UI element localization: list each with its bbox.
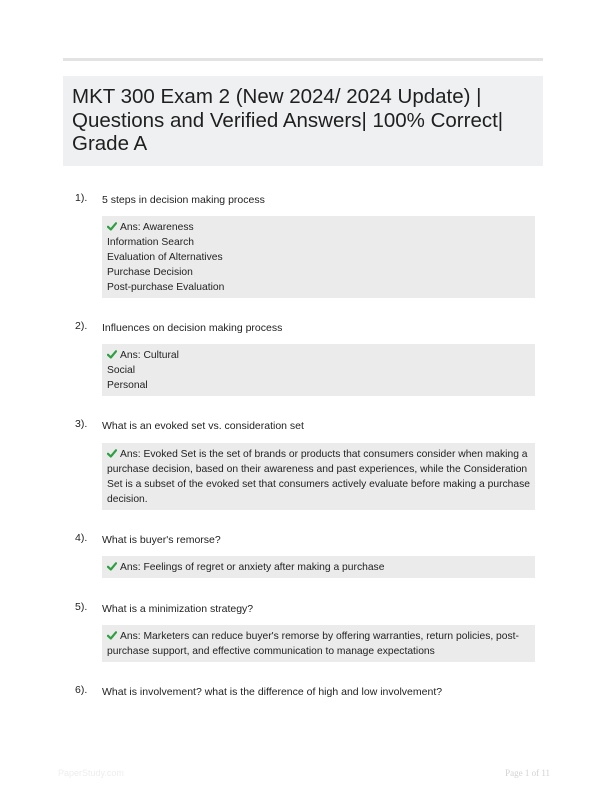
answer-text: Ans: Feelings of regret or anxiety after making a purchase [120,562,385,573]
answer-line: Purchase Decision [107,267,193,278]
question-text: 5 steps in decision making process [102,194,265,206]
answer-text: Ans: Evoked Set is the set of brands or products that consumers consider when making a purchase decision, based on their awareness and past experiences, while the Consideration Set is a subset of the evoked set that consumers actively evaluate before making a purchase decision. [107,449,530,505]
question-item [75,683,543,699]
question-item [75,600,543,657]
question-text: What is involvement? what is the difference of high and low involvement? [102,686,443,698]
answer-line: Social [107,365,136,376]
question-header [75,531,543,547]
question-item [75,191,543,293]
check-icon [107,222,117,231]
question-number: 5). [75,601,88,613]
answer-box [102,556,535,578]
answer-line: Information Search [107,237,194,248]
answer-text: Ans: Awareness [120,222,194,233]
answer-box [102,344,535,396]
question-number: 6). [75,684,88,696]
answer-line: Evaluation of Alternatives [107,252,223,263]
question-header [75,191,543,207]
title-banner [63,76,543,166]
page-number: Page 1 of 11 [505,768,550,778]
answer-box [102,216,535,298]
question-text: Influences on decision making process [102,322,283,334]
question-header [75,600,543,616]
top-divider [63,58,543,61]
answer-line [107,629,531,659]
question-header [75,319,543,335]
question-header [75,683,543,699]
question-item [75,417,543,505]
question-item [75,319,543,391]
answer-line: Personal [107,380,148,391]
answer-text: Ans: Cultural [120,350,179,361]
question-number: 4). [75,532,88,544]
check-icon [107,631,117,640]
answer-line [107,220,531,235]
answer-line [107,447,531,507]
question-text: What is buyer's remorse? [102,534,221,546]
answer-line [107,560,531,575]
footer-watermark: PaperStudy.com [58,768,124,778]
answer-line: Post-purchase Evaluation [107,282,225,293]
question-text: What is an evoked set vs. consideration set [102,420,304,432]
question-number: 1). [75,192,88,204]
answer-box [102,625,535,662]
question-text: What is a minimization strategy? [102,603,254,615]
answer-text: Ans: Marketers can reduce buyer's remorse by offering warranties, return policies, post-purchase support, and effective communication to manage expectations [107,631,519,657]
question-header [75,417,543,433]
check-icon [107,350,117,359]
check-icon [107,449,117,458]
question-number: 2). [75,320,88,332]
question-number: 3). [75,418,88,430]
answer-line [107,348,531,363]
check-icon [107,562,117,571]
document-title: MKT 300 Exam 2 (New 2024/ 2024 Update) | Questions and Verified Answers| 100% Correct| Grade A [72,85,504,155]
question-item [75,531,543,573]
answer-box [102,443,535,510]
